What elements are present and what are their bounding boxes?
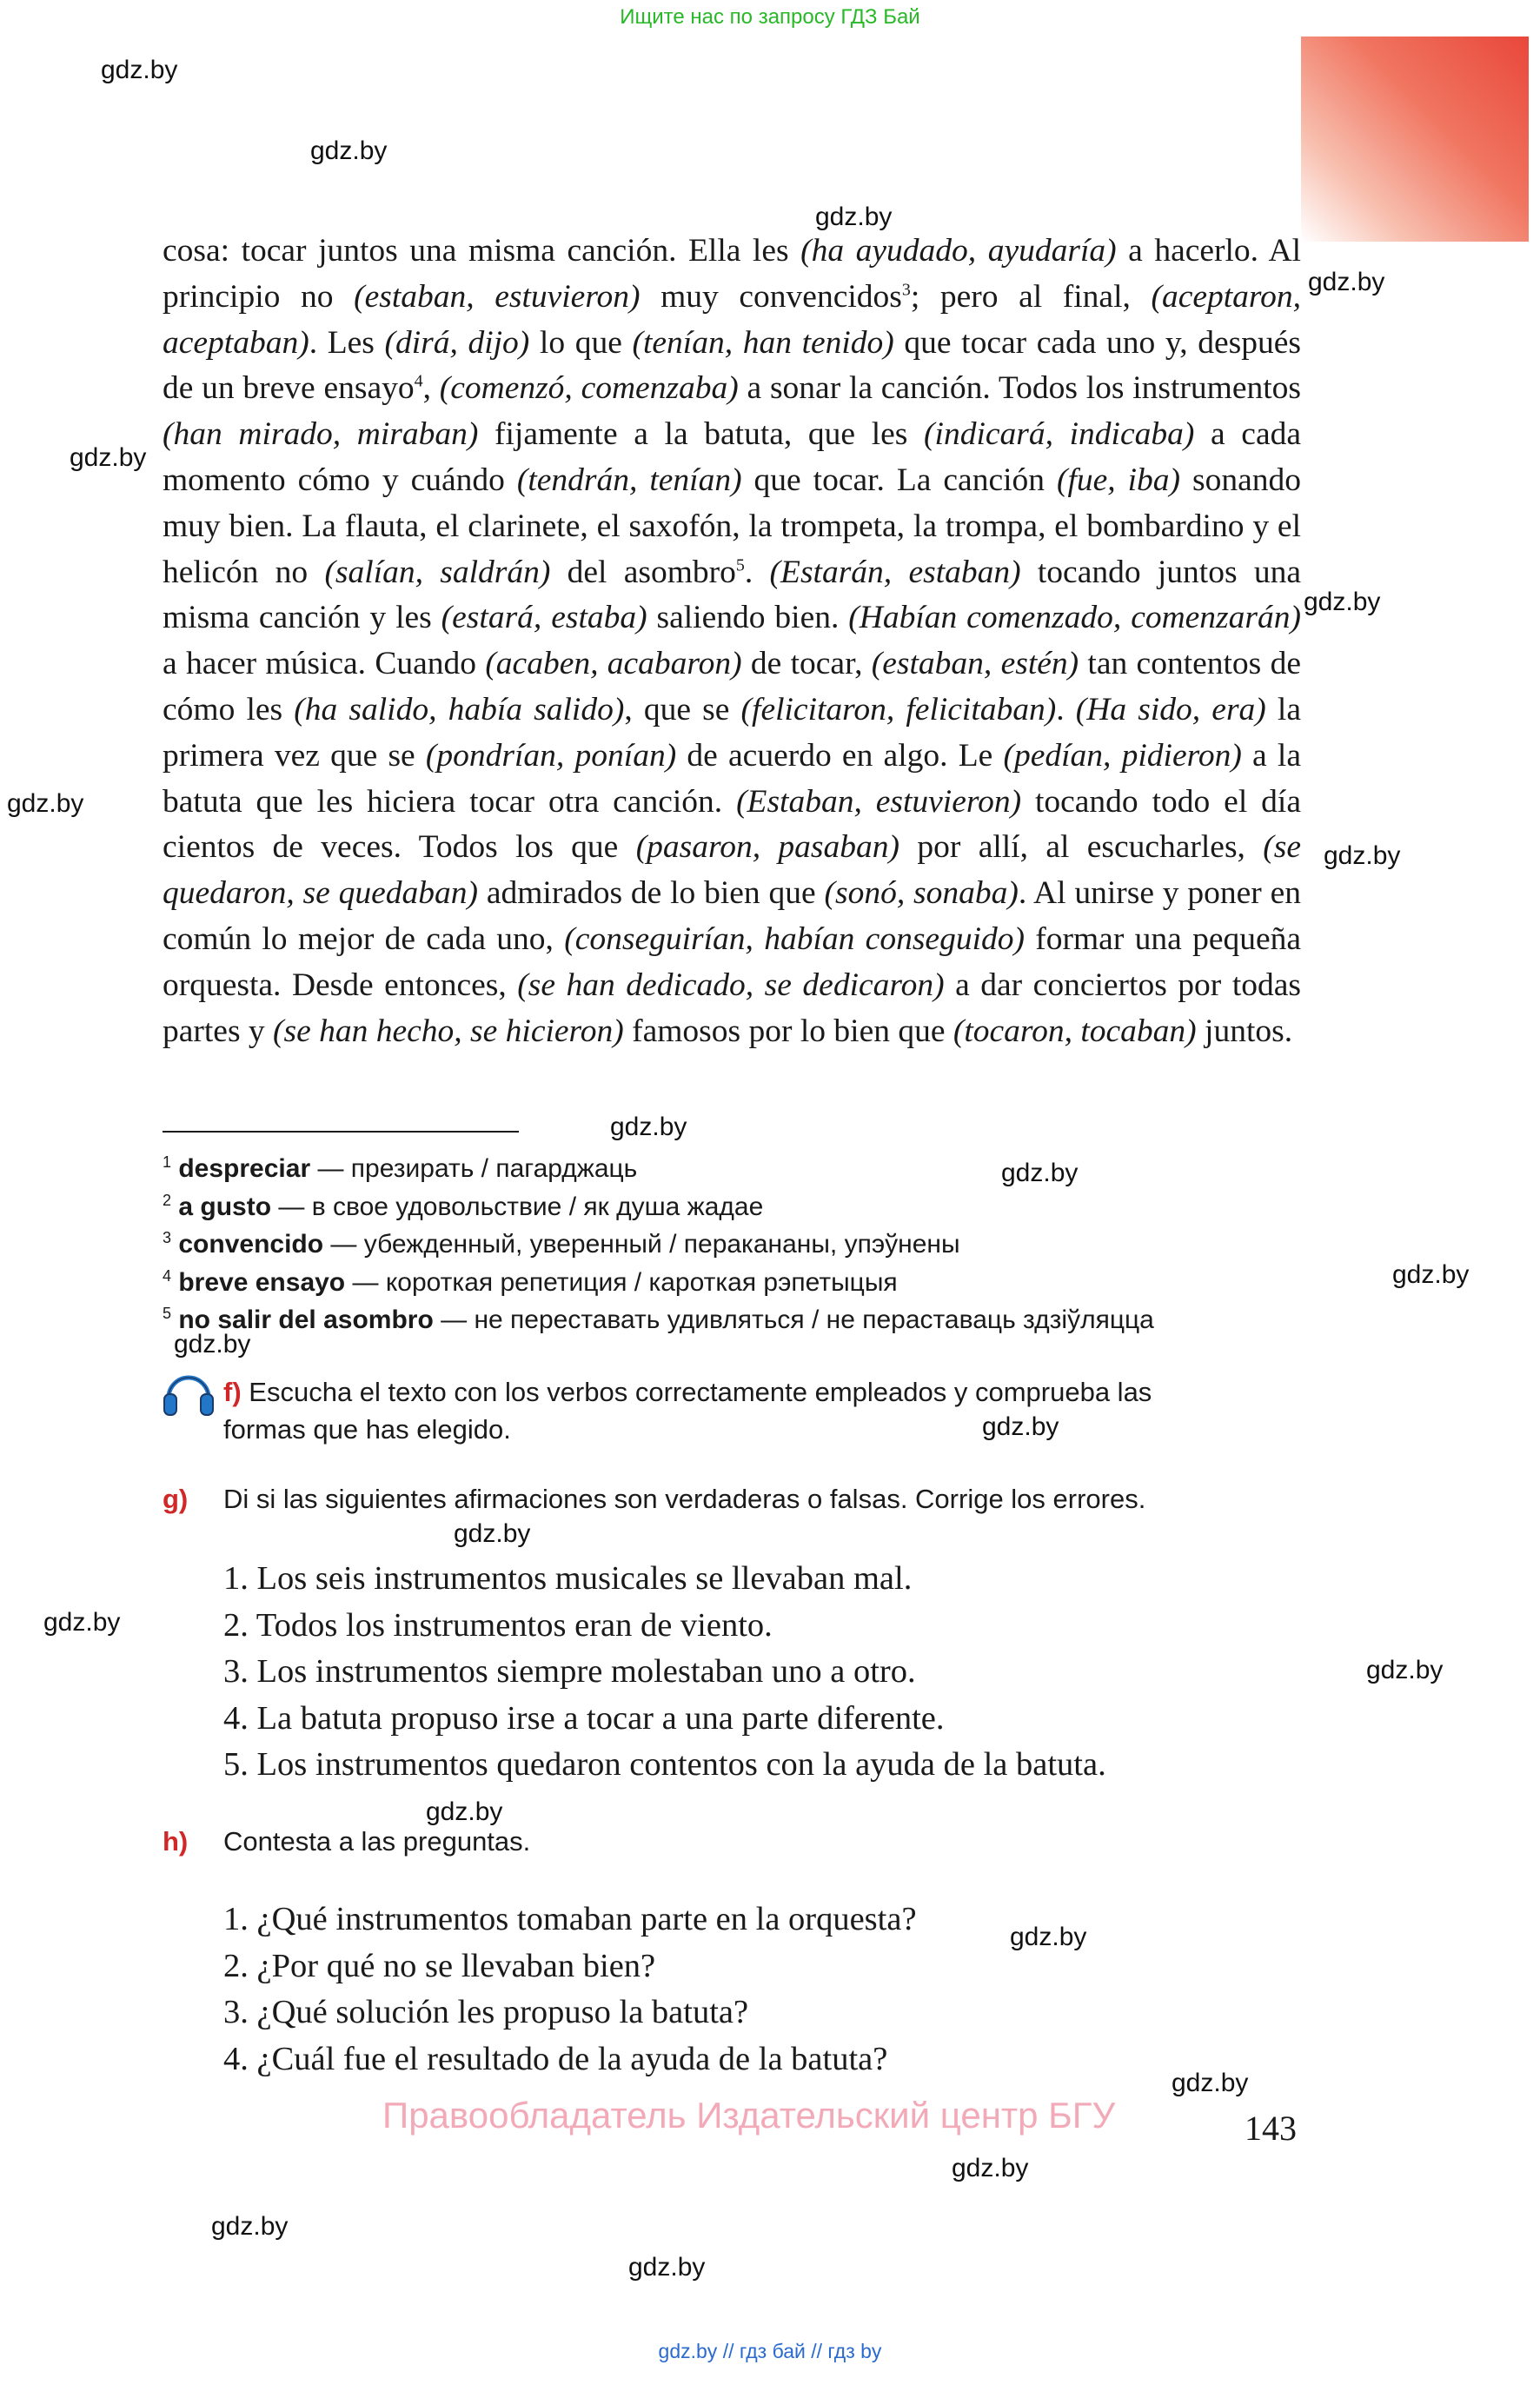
story-run: ; pero al final, [910,278,1152,315]
watermark: gdz.by [1010,1923,1087,1951]
verb-options: (Habían comenzado, comenzarán) [848,600,1301,636]
footnote: $^1$ despreciar — презирать / пагарджаць [163,1153,638,1183]
watermark: gdz.by [1366,1656,1444,1684]
story-run: de tocar, [741,646,872,682]
footnote-ref: 5 [735,555,745,575]
story-run: saliendo bien. [647,600,849,636]
top-banner[interactable]: Ищите нас по запросу ГДЗ Бай [620,5,920,29]
list-item: 4. La batuta propuso irse a tocar a una parte diferente. [223,1699,945,1737]
bottom-banner[interactable]: gdz.by // гдз бай // гдз by [658,2340,882,2362]
story-run: juntos. [1196,1013,1293,1049]
verb-options: (estaban, estén) [871,646,1079,682]
story-run: a hacerlo. Al principio no [163,233,1302,315]
verb-options: (salían, saldrán) [324,554,551,590]
watermark: gdz.by [952,2154,1029,2182]
story-paragraph [163,229,1301,1054]
watermark: gdz.by [1392,1260,1470,1289]
footnote: $^3$ convencido — убежденный, уверенный / перакананы, упэўнены [163,1229,960,1259]
story-run: . Al unirse y poner en común lo mejor de cada uno, [163,875,1301,957]
story-run: tan contentos de cómo les [163,646,1301,727]
verb-options: (conseguirían, habían conseguido) [564,920,1025,957]
task-g-list [223,1556,1106,1789]
verb-options: (Estaban, estuvieron) [736,783,1022,820]
watermark: gdz.by [43,1608,121,1637]
story-run: . Les [309,324,385,361]
verb-options: (tocaron, tocaban) [953,1013,1197,1049]
verb-options: (indicará, indicaba) [924,416,1195,453]
watermark: gdz.by [7,789,84,818]
story-run: que tocar. La canción [741,462,1057,498]
list-item: 5. Los instrumentos quedaron contentos con la ayuda de la batuta. [223,1746,1106,1783]
story-run: a hacer música. Cuando [163,646,486,682]
page-number: 143 [1245,2109,1297,2148]
verb-options: (Ha sido, era) [1075,691,1266,727]
task-h: h) Contesta a las preguntas. [163,1826,531,1857]
list-item: 3. Los instrumentos siempre molestaban uno a otro. [223,1653,916,1690]
verb-options: (ha ayudado, ayudaría) [800,233,1117,269]
story-run: que tocar cada uno y, después de un breve ensayo [163,324,1301,407]
story-run: lo que [529,324,633,361]
watermark: gdz.by [211,2212,289,2241]
watermark: gdz.by [1172,2069,1249,2097]
list-item: 2. ¿Por qué no se llevaban bien? [223,1947,656,1984]
story-run: tocando todo el día cientos de veces. Todos los que [163,783,1301,866]
watermark: gdz.by [174,1330,251,1359]
corner-decoration [1301,37,1529,242]
story-run: a la batuta que les hiciera tocar otra canción. [163,737,1301,820]
footnote-ref: 3 [901,280,911,300]
story-run: . [1056,691,1076,727]
footnote-ref: 4 [414,371,423,391]
verb-options: (se han hecho, se hicieron) [273,1013,624,1049]
watermark: gdz.by [628,2253,706,2282]
watermark: gdz.by [310,136,388,165]
verb-options: (se han dedicado, se dedicaron) [517,967,945,1003]
story-run: , que se [624,691,741,727]
story-run: a dar conciertos por todas partes y [163,967,1301,1049]
verb-options: (aceptaron, aceptaban) [163,278,1302,361]
verb-options: (han mirado, miraban) [163,416,479,453]
watermark: gdz.by [815,203,893,231]
footnote: $^5$ no salir del asombro — не переставать удивляться / не пераставаць здзіўляцца [163,1305,1154,1334]
story-run: famosos por lo bien que [623,1013,953,1049]
story-run: a cada momento cómo y cuándo [163,416,1301,498]
watermark: gdz.by [426,1797,503,1826]
footnotes [163,1150,1310,1339]
verb-options: (pedían, pidieron) [1003,737,1242,774]
story-run: admirados de lo bien que [478,875,825,912]
verb-options: (tenían, han tenido) [632,324,894,361]
verb-options: (ha salido, había salido) [294,691,625,727]
headphones-icon[interactable] [162,1368,216,1417]
watermark: gdz.by [101,56,178,84]
story-run: por allí, al escucharles, [899,829,1264,866]
watermark: gdz.by [1304,588,1381,616]
task-f: f) Escucha el texto con los verbos correctamente empleados y comprueba las formas que has elegido. [223,1377,1152,1445]
watermark: gdz.by [1001,1159,1079,1187]
story-run: . [744,554,770,590]
story-run: formar una pequeña orquesta. Desde entonces, [163,920,1301,1003]
story-run: cosa: tocar juntos una misma canción. Ella les [163,233,801,269]
story-run: del asombro [550,554,736,590]
task-g: g) Di si las siguientes afirmaciones son verdaderas o falsas. Corrige los errores. [163,1484,1146,1514]
verb-options: (fue, iba) [1056,462,1181,498]
story-text [163,229,1301,1054]
story-run: fijamente a la batuta, que les [478,416,925,453]
story-run: tocando juntos una misma canción y les [163,554,1301,636]
story-run: a sonar la canción. Todos los instrumentos [738,370,1301,407]
list-item: 4. ¿Cuál fue el resultado de la ayuda de la batuta? [223,2040,888,2077]
task-h-list [223,1897,917,2083]
footnote-divider [163,1131,519,1133]
list-item: 2. Todos los instrumentos eran de viento. [223,1606,773,1644]
verb-options: (dirá, dijo) [384,324,530,361]
verb-options: (comenzó, comenzaba) [439,370,739,407]
verb-options: (felicitaron, felicitaban) [740,691,1057,727]
watermark: gdz.by [1308,268,1385,296]
verb-options: (tendrán, tenían) [516,462,742,498]
footnote: $^4$ breve ensayo — короткая репетиция / кароткая рэпетыцыя [163,1266,898,1297]
verb-options: (pasaron, pasaban) [635,829,900,866]
story-run: la primera vez que se [163,691,1301,774]
watermark: gdz.by [610,1113,687,1141]
watermark: gdz.by [982,1412,1059,1441]
story-run: sonando muy bien. La flauta, el clarinete, el saxofón, la trompeta, la trompa, el bombardino y el helicón no [163,462,1301,590]
verb-options: (estará, estaba) [441,600,647,636]
story-run: de acuerdo en algo. Le [676,737,1004,774]
list-item: 1. ¿Qué instrumentos tomaban parte en la orquesta? [223,1901,917,1937]
copyright-notice: Правообладатель Издательский центр БГУ [382,2095,1116,2136]
list-item: 3. ¿Qué solución les propuso la batuta? [223,1994,749,2030]
watermark: gdz.by [70,443,147,472]
verb-options: (acaben, acabaron) [485,646,742,682]
watermark: gdz.by [1324,841,1401,870]
verb-options: (se quedaron, se quedaban) [163,829,1301,912]
verb-options: (sonó, sonaba) [824,875,1019,912]
verb-options: (pondrían, ponían) [425,737,677,774]
list-item: 1. Los seis instrumentos musicales se llevaban mal. [223,1560,913,1597]
story-run: muy convencidos [640,278,902,315]
verb-options: (Estarán, estaban) [769,554,1021,590]
story-run: , [422,370,440,407]
footnote: $^2$ a gusto — в свое удовольствие / як душа жадае [163,1191,764,1221]
watermark: gdz.by [454,1519,531,1548]
verb-options: (estaban, estuvieron) [354,278,641,315]
